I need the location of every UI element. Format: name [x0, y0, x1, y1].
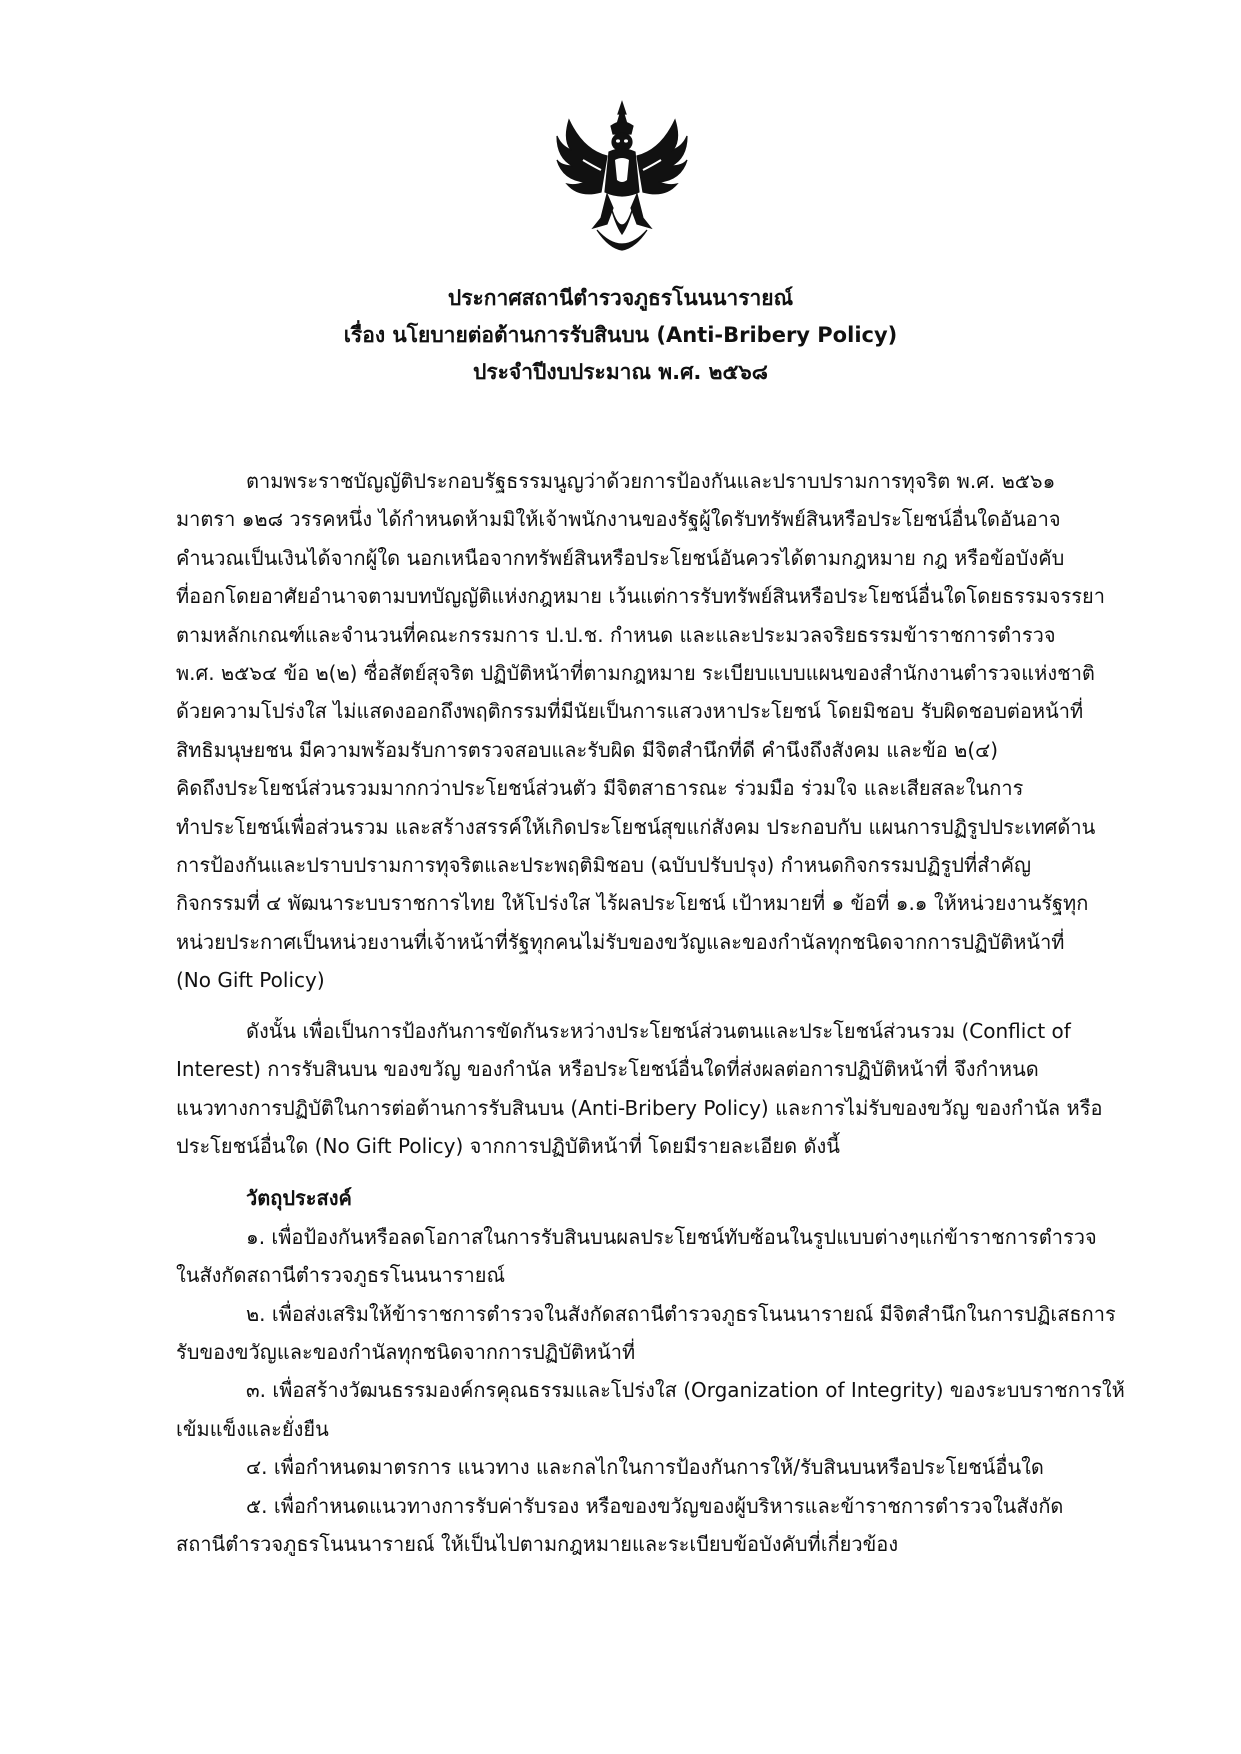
garuda-emblem-icon — [553, 100, 691, 258]
body-paragraph-2: ดังนั้น เพื่อเป็นการป้องกันการขัดกันระหว่างประโยชน์ส่วนตนและประโยชน์ส่วนรวม (Conflict of Interest) การรับสินบน ของขวัญ ของกำนัล หรือประโยชน์อื่นใดที่ส่งผลต่อการปฏิบัติหน้าที่ จึงกำหนด แนวทางการปฏิบัติในการต่อต้านการรับสินบน (Anti-Bribery Policy) และการไม่รับของขวัญ ของกำนัล หรือ ประโยชน์อื่นใด (No Gift Policy) จากการปฏิบัติหน้าที่ โดยมีรายละเอียด ดังนี้ — [176, 1018, 1103, 1158]
title-line-1: ประกาศสถานีตำรวจภูธรโนนนารายณ์ — [447, 286, 794, 310]
objective-item-3: ๓. เพื่อสร้างวัฒนธรรมองค์กรคุณธรรมและโปร่งใส (Organization of Integrity) ของระบบราชการให้ เข้มแข็งและยั่งยืน — [176, 1378, 1125, 1441]
body-paragraph-1: ตามพระราชบัญญัติประกอบรัฐธรรมนูญว่าด้วยการป้องกันและปราบปรามการทุจริต พ.ศ. ๒๕๖๑ มาตรา ๑๒๘ วรรคหนึ่ง ได้กำหนดห้ามมิให้เจ้าพนักงานของรัฐผู้ใดรับทรัพย์สินหรือประโยชน์อื่นใดอันอาจ คำนวณเป็นเงินได้จากผู้ใด นอกเหนือจากทรัพย์สินหรือประโยชน์อันควรได้ตามกฎหมาย กฎ หรือข้อบังคับ ที่ออกโดยอาศัยอำนาจตามบทบัญญัติแห่งกฎหมาย เว้นแต่การรับทรัพย์สินหรือประโยชน์อื่นใดโดยธรรมจรรยา ตามหลักเกณฑ์และจำนวนที่คณะกรรมการ ป.ป.ช. กำหนด และและประมวลจริยธรรมข้าราชการตำรวจ พ.ศ. ๒๕๖๔ ข้อ ๒(๒) ซื่อสัตย์สุจริต ปฏิบัติหน้าที่ตามกฎหมาย ระเบียบแบบแผนของสำนักงานตำรวจแห่งชาติ ด้วยความโปร่งใส ไม่แสดงออกถึงพฤติกรรมที่มีนัยเป็นการแสวงหาประโยชน์ โดยมิชอบ รับผิดชอบต่อหน้าที่ สิทธิมนุษยชน มีความพร้อมรับการตรวจสอบและรับผิด มีจิตสำนึกที่ดี คำนึงถึงสังคม และข้อ ๒(๔) คิดถึงประโยชน์ส่วนรวมมากกว่าประโยชน์ส่วนตัว มีจิตสาธารณะ ร่วมมือ ร่วมใจ และเสียสละในการ ทำประโยชน์เพื่อส่วนรวม และสร้างสรรค์ให้เกิดประโยชน์สุขแก่สังคม ประกอบกับ แผนการปฏิรูปประเทศด้าน การป้องกันและปราบปรามการทุจริตและประพฤติมิชอบ (ฉบับปรับปรุง) กำหนดกิจกรรมปฏิรูปที่สำคัญ กิจกรรมที่ ๔ พัฒนาระบบราชการไทย ให้โปร่งใส ไร้ผลประโยชน์ เป้าหมายที่ ๑ ข้อที่ ๑.๑ ให้หน่วยงานรัฐทุก หน่วยประกาศเป็นหน่วยงานที่เจ้าหน้าที่รัฐทุกคนไม่รับของขวัญและของกำนัลทุกชนิดจากการปฏิบัติหน้าที่ (No Gift Policy) — [176, 469, 1105, 993]
title-line-3: ประจำปีงบประมาณ พ.ศ. ๒๕๖๘ — [473, 360, 768, 384]
objective-item-5: ๕. เพื่อกำหนดแนวทางการรับค่ารับรอง หรือของขวัญของผู้บริหารและข้าราชการตำรวจในสังกัด สถานีตำรวจภูธรโนนนารายณ์ ให้เป็นไปตามกฎหมายและระเบียบข้อบังคับที่เกี่ยวข้อง — [176, 1493, 1064, 1556]
document-body — [176, 462, 1126, 1563]
objective-item-4: ๔. เพื่อกำหนดมาตรการ แนวทาง และกลไกในการป้องกันการให้/รับสินบนหรือประโยชน์อื่นใด — [246, 1455, 1044, 1480]
objectives-heading: วัตถุประสงค์ — [246, 1186, 352, 1211]
objective-item-2: ๒. เพื่อส่งเสริมให้ข้าราชการตำรวจในสังกัดสถานีตำรวจภูธรโนนนารายณ์ มีจิตสำนึกในการปฏิเสธการ รับของขวัญและของกำนัลทุกชนิดจากการปฏิบัติหน้าที่ — [176, 1301, 1116, 1364]
title-line-2: เรื่อง นโยบายต่อต้านการรับสินบน (Anti-Bribery Policy) — [343, 323, 898, 347]
objective-item-1: ๑. เพื่อป้องกันหรือลดโอกาสในการรับสินบนผลประโยชน์ทับซ้อนในรูปแบบต่างๆแก่ข้าราชการตำรวจ ในสังกัดสถานีตำรวจภูธรโนนนารายณ์ — [176, 1224, 1097, 1288]
announcement-title — [180, 280, 1061, 391]
